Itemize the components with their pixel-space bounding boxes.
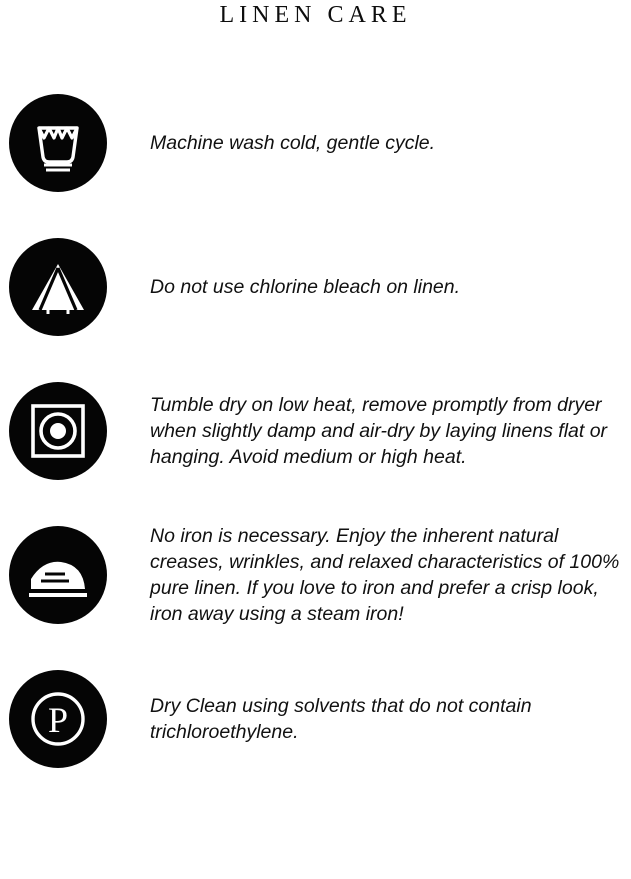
tumble-dry-low-icon <box>9 382 107 480</box>
icon-container <box>8 94 108 192</box>
icon-container <box>8 526 108 624</box>
care-row-dry-clean <box>0 647 631 791</box>
care-text: Machine wash cold, gentle cycle. <box>150 131 436 154</box>
do-not-bleach-icon <box>9 238 107 336</box>
svg-text:P: P <box>47 700 69 740</box>
care-text: No iron is necessary. Enjoy the inherent natural creases, wrinkles, and relaxed characteristics of 100% pure linen. If you love to iron and prefer a crisp look, iron away using a steam iron! <box>150 524 620 626</box>
icon-container <box>8 238 108 336</box>
page-title: LINEN CARE <box>219 2 412 28</box>
care-row-do-not-bleach <box>0 215 631 359</box>
care-row-tumble-dry <box>0 359 631 503</box>
care-instruction-list <box>0 71 631 791</box>
iron-icon <box>9 526 107 624</box>
care-text: Tumble dry on low heat, remove promptly from dryer when slightly damp and air-dry by laying linens flat or hanging. Avoid medium or high heat. <box>150 393 608 469</box>
care-text: Dry Clean using solvents that do not contain trichloroethylene. <box>150 694 532 743</box>
dry-clean-p-icon <box>9 670 107 768</box>
icon-container <box>8 382 108 480</box>
icon-container <box>8 670 108 768</box>
care-row-iron <box>0 503 631 647</box>
care-row-machine-wash <box>0 71 631 215</box>
machine-wash-icon <box>9 94 107 192</box>
care-text: Do not use chlorine bleach on linen. <box>150 275 461 298</box>
